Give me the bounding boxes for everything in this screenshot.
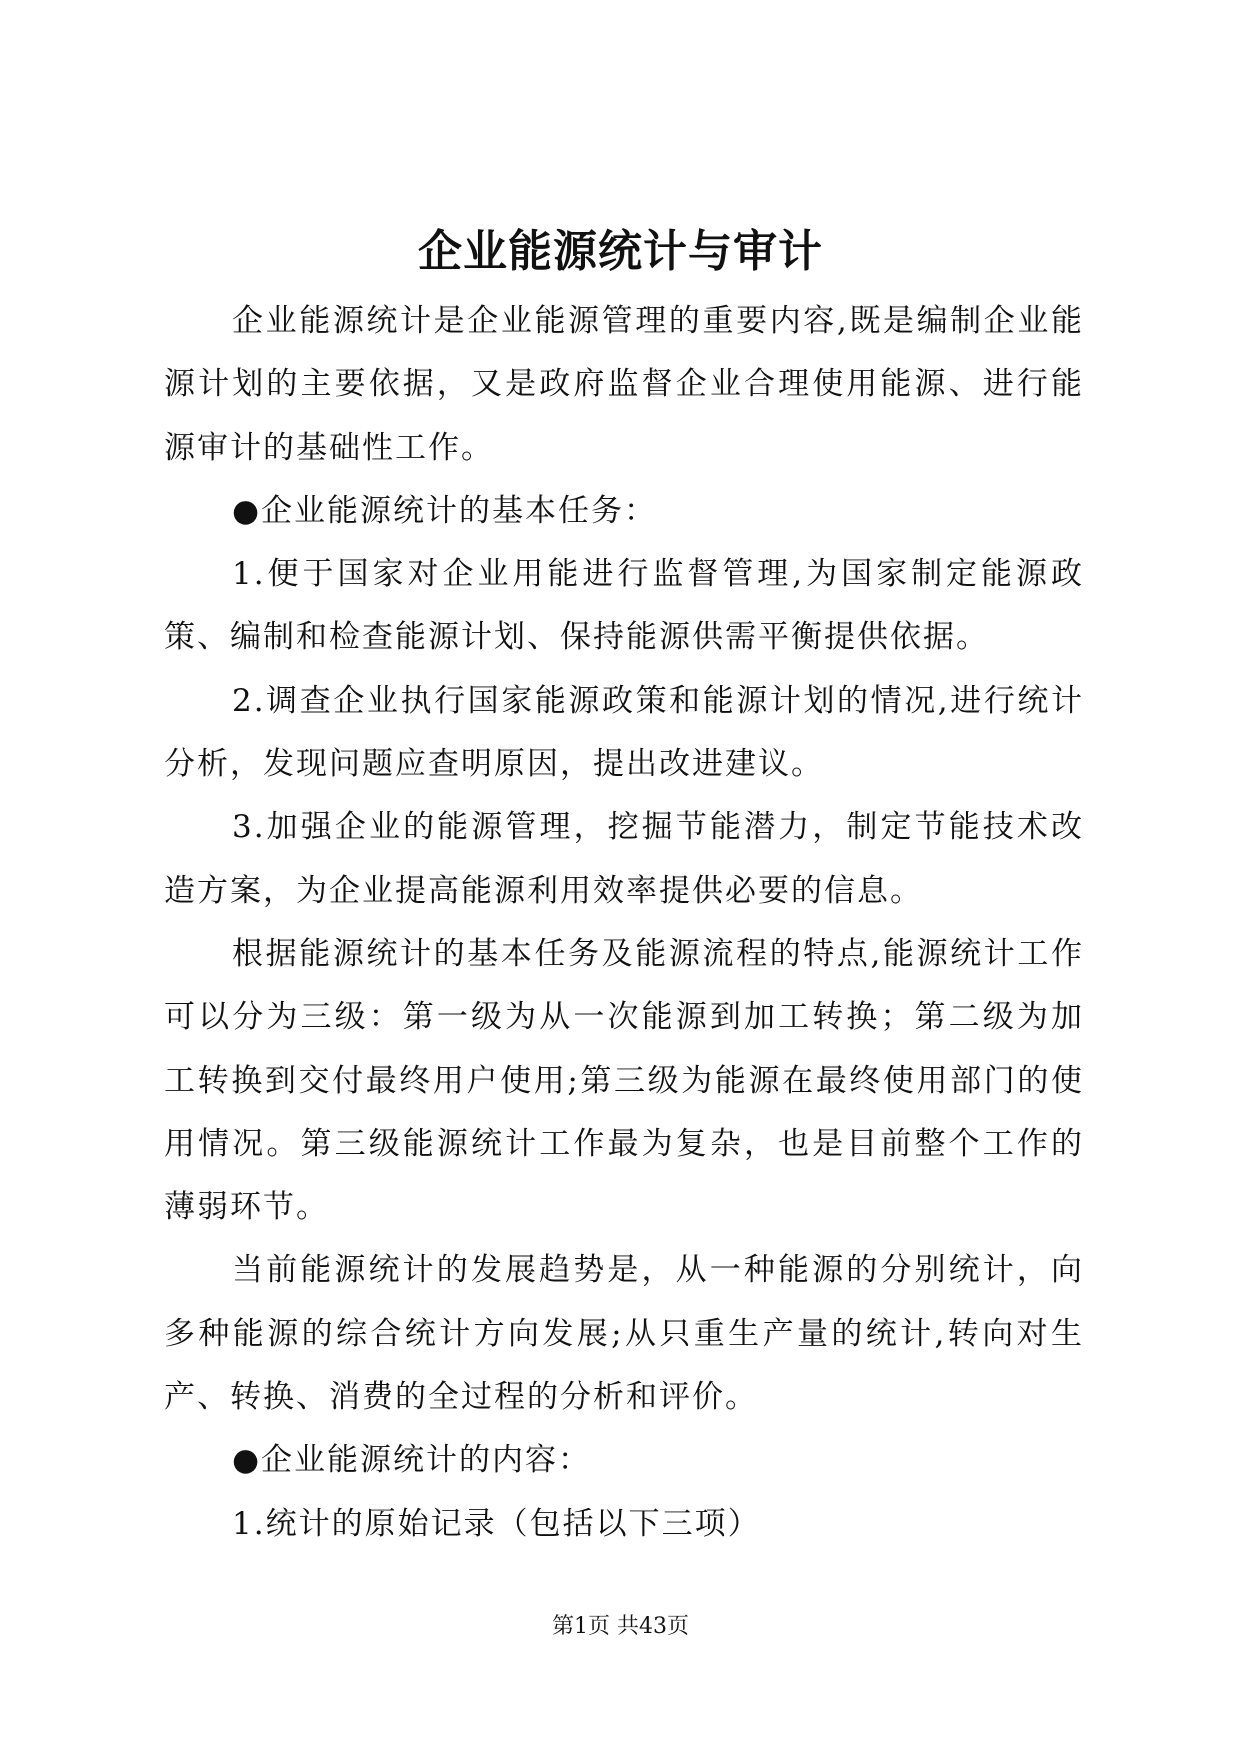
task-item-1: 1.便于国家对企业用能进行监督管理,为国家制定能源政策、编制和检查能源计划、保持能源供需平衡提供依据。 (164, 556, 1084, 656)
document-title: 企业能源统计与审计 (418, 226, 823, 277)
section-heading-basic-tasks: ●企业能源统计的基本任务： (232, 492, 658, 529)
task-item-2: 2.调查企业执行国家能源政策和能源计划的情况,进行统计分析，发现问题应查明原因，提出改进建议。 (164, 682, 1084, 783)
task-item-3: 3.加强企业的能源管理，挖掘节能潜力，制定节能技术改造方案，为企业提高能源利用效率提供必要的信息。 (164, 809, 1084, 909)
content-item-1: 1.统计的原始记录（包括以下三项） (232, 1505, 761, 1542)
levels-paragraph: 根据能源统计的基本任务及能源流程的特点,能源统计工作可以分为三级：第一级为从一次能源到加工转换；第二级为加工转换到交付最终用户使用;第三级为能源在最终使用部门的使用情况。第三级能源统计工作最为复杂，也是目前整个工作的薄弱环节。 (164, 935, 1084, 1226)
page-number-footer: 第1页 共43页 (552, 1614, 689, 1639)
section-heading-content: ●企业能源统计的内容： (232, 1442, 592, 1479)
trend-paragraph: 当前能源统计的发展趋势是，从一种能源的分别统计，向多种能源的综合统计方向发展;从只重生产量的统计,转向对生产、转换、消费的全过程的分析和评价。 (164, 1252, 1084, 1416)
intro-paragraph: 企业能源统计是企业能源管理的重要内容,既是编制企业能源计划的主要依据，又是政府监督企业合理使用能源、进行能源审计的基础性工作。 (164, 303, 1084, 466)
document-body (164, 290, 1084, 1556)
